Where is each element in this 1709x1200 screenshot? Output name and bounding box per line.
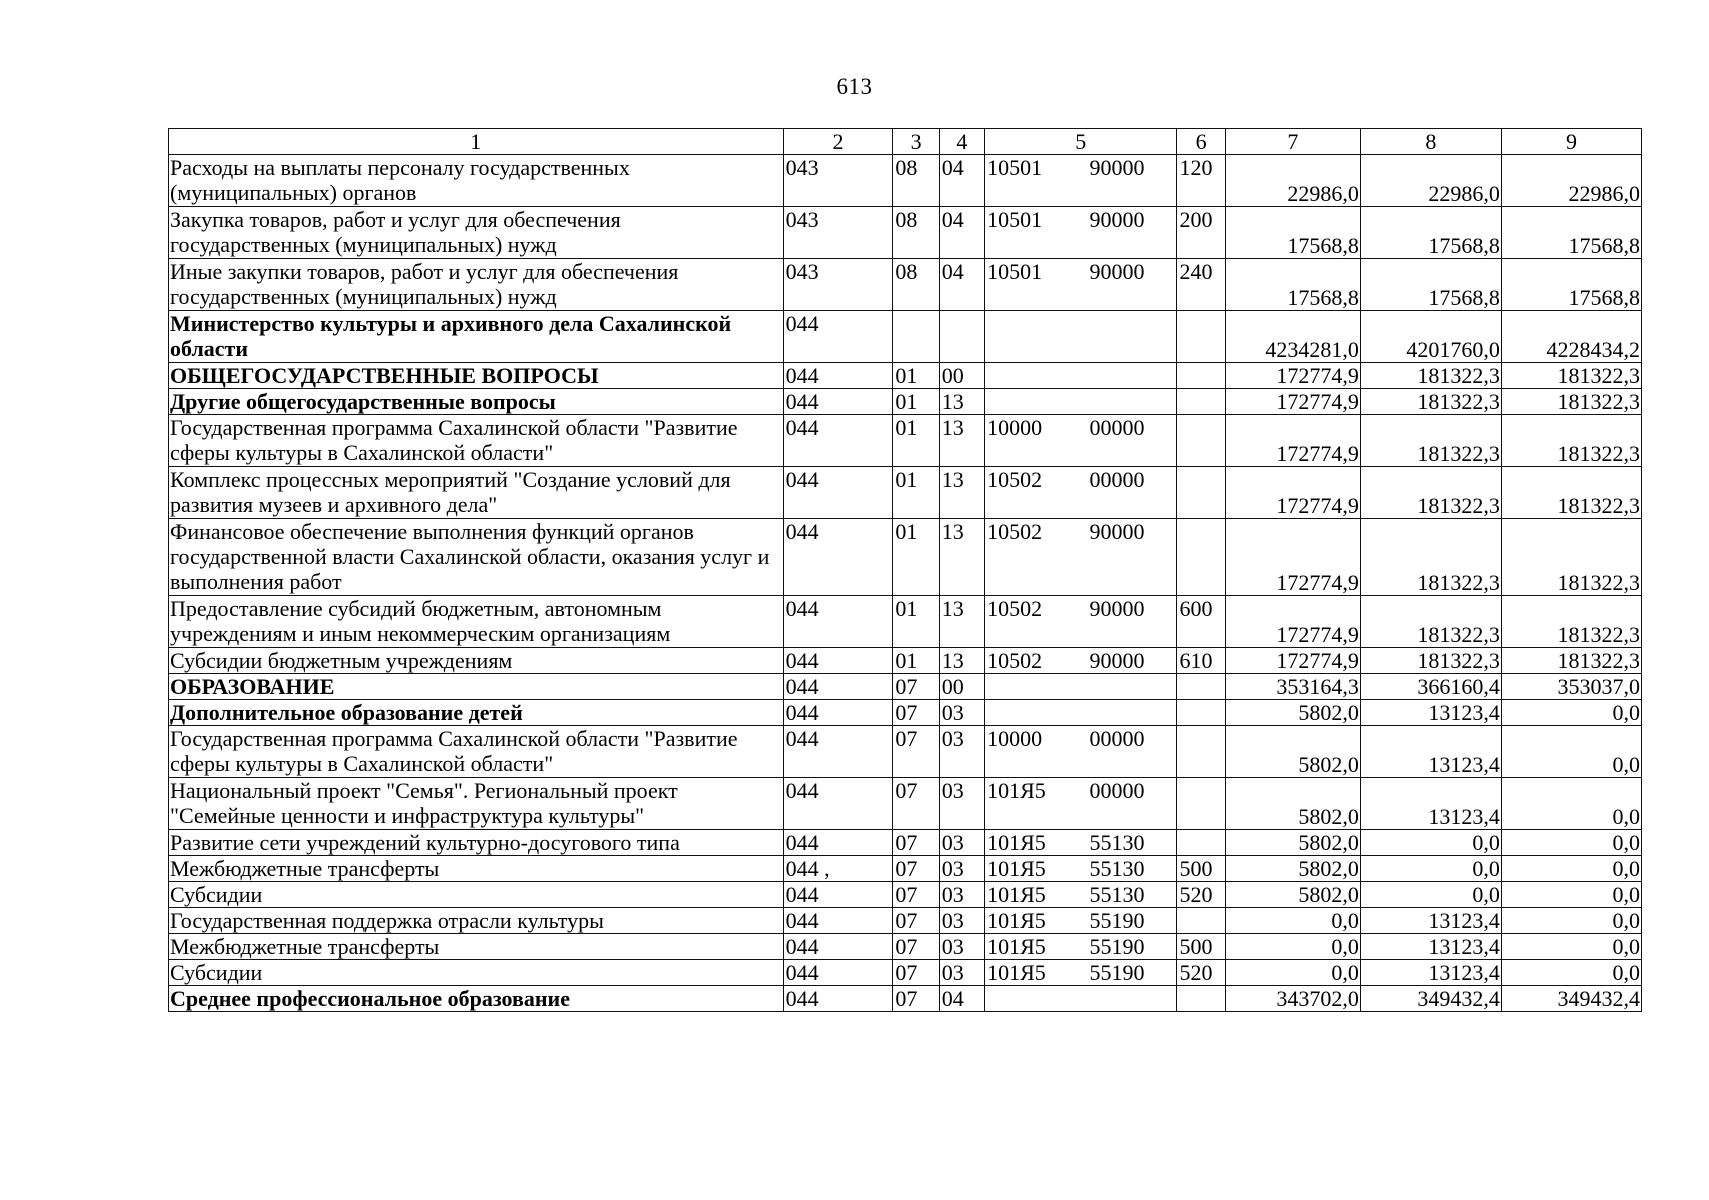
subsection-code: 03 bbox=[939, 778, 984, 830]
section-code: 07 bbox=[893, 674, 939, 700]
target-article bbox=[985, 363, 1177, 389]
target-article-parts bbox=[987, 519, 1174, 544]
subsection-code: 03 bbox=[939, 726, 984, 778]
target-article-program: 101Я5 bbox=[987, 778, 1046, 803]
target-article-direction: 90000 bbox=[1089, 155, 1145, 180]
table-row bbox=[169, 726, 1642, 778]
table-row bbox=[169, 363, 1642, 389]
row-name: Субсидии bbox=[169, 882, 784, 908]
target-article-program: 101Я5 bbox=[987, 856, 1046, 881]
target-article-direction: 55130 bbox=[1089, 856, 1145, 881]
expense-type-code bbox=[1177, 908, 1225, 934]
row-name: Субсидии bbox=[169, 960, 784, 986]
expense-type-code: 500 bbox=[1177, 934, 1225, 960]
amount-col-8: 0,0 bbox=[1360, 856, 1501, 882]
amount-col-7: 172774,9 bbox=[1225, 467, 1360, 519]
row-name: Государственная поддержка отрасли культуры bbox=[169, 908, 784, 934]
header-cell: 2 bbox=[783, 129, 893, 155]
grbs-code: 044 bbox=[783, 519, 893, 596]
target-article-program: 10502 bbox=[987, 467, 1043, 492]
amount-col-9: 181322,3 bbox=[1501, 467, 1641, 519]
target-article bbox=[985, 700, 1177, 726]
amount-col-8: 181322,3 bbox=[1360, 519, 1501, 596]
amount-col-7: 0,0 bbox=[1225, 934, 1360, 960]
expense-type-code bbox=[1177, 700, 1225, 726]
target-article-program: 10000 bbox=[987, 415, 1043, 440]
section-code: 01 bbox=[893, 519, 939, 596]
subsection-code: 03 bbox=[939, 856, 984, 882]
table-row bbox=[169, 415, 1642, 467]
grbs-code: 044 bbox=[783, 908, 893, 934]
section-code: 01 bbox=[893, 467, 939, 519]
target-article bbox=[985, 778, 1177, 830]
grbs-code: 044 bbox=[783, 648, 893, 674]
row-name: Государственная программа Сахалинской области "Развитие сферы культуры в Сахалинской области" bbox=[169, 726, 784, 778]
expense-type-code: 610 bbox=[1177, 648, 1225, 674]
section-code: 08 bbox=[893, 155, 939, 207]
grbs-code: 044 bbox=[783, 596, 893, 648]
grbs-code: 044 bbox=[783, 934, 893, 960]
expense-type-code bbox=[1177, 726, 1225, 778]
amount-col-7: 17568,8 bbox=[1225, 207, 1360, 259]
subsection-code: 04 bbox=[939, 155, 984, 207]
target-article-program: 101Я5 bbox=[987, 830, 1046, 855]
amount-col-7: 0,0 bbox=[1225, 960, 1360, 986]
grbs-code: 043 bbox=[783, 155, 893, 207]
section-code: 07 bbox=[893, 700, 939, 726]
amount-col-7: 5802,0 bbox=[1225, 726, 1360, 778]
target-article-parts bbox=[987, 856, 1174, 881]
section-code: 07 bbox=[893, 726, 939, 778]
table-row bbox=[169, 648, 1642, 674]
grbs-code: 044 bbox=[783, 311, 893, 363]
amount-col-7: 343702,0 bbox=[1225, 986, 1360, 1012]
target-article-parts bbox=[987, 726, 1174, 751]
table-row bbox=[169, 311, 1642, 363]
target-article-direction: 90000 bbox=[1089, 648, 1145, 673]
header-cell: 3 bbox=[893, 129, 939, 155]
section-code: 07 bbox=[893, 934, 939, 960]
amount-col-9: 0,0 bbox=[1501, 934, 1641, 960]
target-article-direction: 55190 bbox=[1089, 908, 1145, 933]
section-code: 08 bbox=[893, 259, 939, 311]
amount-col-7: 5802,0 bbox=[1225, 700, 1360, 726]
amount-col-9: 181322,3 bbox=[1501, 415, 1641, 467]
grbs-code: 044 bbox=[783, 415, 893, 467]
section-code: 07 bbox=[893, 856, 939, 882]
grbs-code: 044 bbox=[783, 726, 893, 778]
target-article bbox=[985, 596, 1177, 648]
expense-type-code bbox=[1177, 778, 1225, 830]
target-article bbox=[985, 674, 1177, 700]
subsection-code: 13 bbox=[939, 648, 984, 674]
subsection-code: 04 bbox=[939, 259, 984, 311]
target-article bbox=[985, 207, 1177, 259]
amount-col-9: 0,0 bbox=[1501, 908, 1641, 934]
amount-col-8: 13123,4 bbox=[1360, 778, 1501, 830]
target-article-parts bbox=[987, 908, 1174, 933]
target-article bbox=[985, 960, 1177, 986]
subsection-code: 03 bbox=[939, 934, 984, 960]
row-name: Расходы на выплаты персоналу государственных (муниципальных) органов bbox=[169, 155, 784, 207]
amount-col-8: 13123,4 bbox=[1360, 726, 1501, 778]
amount-col-7: 172774,9 bbox=[1225, 363, 1360, 389]
expense-type-code: 240 bbox=[1177, 259, 1225, 311]
table-row bbox=[169, 389, 1642, 415]
row-name: Финансовое обеспечение выполнения функций органов государственной власти Сахалинской области, оказания услуг и выполнения работ bbox=[169, 519, 784, 596]
amount-col-7: 4234281,0 bbox=[1225, 311, 1360, 363]
target-article bbox=[985, 519, 1177, 596]
amount-col-9: 181322,3 bbox=[1501, 596, 1641, 648]
amount-col-7: 5802,0 bbox=[1225, 882, 1360, 908]
expense-type-code bbox=[1177, 519, 1225, 596]
grbs-code: 044 , bbox=[783, 856, 893, 882]
subsection-code: 03 bbox=[939, 960, 984, 986]
expense-type-code: 200 bbox=[1177, 207, 1225, 259]
section-code: 01 bbox=[893, 363, 939, 389]
expense-type-code bbox=[1177, 363, 1225, 389]
amount-col-8: 181322,3 bbox=[1360, 389, 1501, 415]
amount-col-9: 353037,0 bbox=[1501, 674, 1641, 700]
expense-type-code: 600 bbox=[1177, 596, 1225, 648]
target-article-program: 10501 bbox=[987, 207, 1043, 232]
target-article bbox=[985, 882, 1177, 908]
amount-col-7: 172774,9 bbox=[1225, 415, 1360, 467]
target-article-program: 101Я5 bbox=[987, 934, 1046, 959]
table-row bbox=[169, 934, 1642, 960]
table-header-row bbox=[169, 129, 1642, 155]
header-cell: 4 bbox=[939, 129, 984, 155]
target-article-parts bbox=[987, 415, 1174, 440]
target-article-program: 10502 bbox=[987, 519, 1043, 544]
section-code: 07 bbox=[893, 960, 939, 986]
table-row bbox=[169, 986, 1642, 1012]
subsection-code: 04 bbox=[939, 986, 984, 1012]
table-row bbox=[169, 856, 1642, 882]
target-article bbox=[985, 934, 1177, 960]
table-row bbox=[169, 596, 1642, 648]
subsection-code: 00 bbox=[939, 363, 984, 389]
target-article-program: 10502 bbox=[987, 596, 1043, 621]
amount-col-7: 172774,9 bbox=[1225, 596, 1360, 648]
amount-col-7: 172774,9 bbox=[1225, 648, 1360, 674]
amount-col-9: 181322,3 bbox=[1501, 363, 1641, 389]
expense-type-code: 520 bbox=[1177, 960, 1225, 986]
row-name: Комплекс процессных мероприятий "Создание условий для развития музеев и архивного дела" bbox=[169, 467, 784, 519]
target-article bbox=[985, 648, 1177, 674]
target-article bbox=[985, 155, 1177, 207]
amount-col-8: 13123,4 bbox=[1360, 934, 1501, 960]
expense-type-code: 520 bbox=[1177, 882, 1225, 908]
section-code: 01 bbox=[893, 389, 939, 415]
amount-col-8: 181322,3 bbox=[1360, 467, 1501, 519]
table-row bbox=[169, 778, 1642, 830]
row-name: Государственная программа Сахалинской области "Развитие сферы культуры в Сахалинской области" bbox=[169, 415, 784, 467]
amount-col-7: 353164,3 bbox=[1225, 674, 1360, 700]
header-cell: 9 bbox=[1501, 129, 1641, 155]
target-article-program: 10501 bbox=[987, 259, 1043, 284]
table-body bbox=[169, 129, 1642, 1012]
amount-col-8: 349432,4 bbox=[1360, 986, 1501, 1012]
grbs-code: 044 bbox=[783, 700, 893, 726]
target-article-direction: 90000 bbox=[1089, 207, 1145, 232]
expense-type-code bbox=[1177, 415, 1225, 467]
amount-col-8: 4201760,0 bbox=[1360, 311, 1501, 363]
grbs-code: 044 bbox=[783, 960, 893, 986]
grbs-code: 044 bbox=[783, 363, 893, 389]
target-article-direction: 00000 bbox=[1089, 726, 1145, 751]
target-article bbox=[985, 830, 1177, 856]
row-name: Межбюджетные трансферты bbox=[169, 934, 784, 960]
subsection-code: 13 bbox=[939, 389, 984, 415]
target-article-parts bbox=[987, 648, 1174, 673]
row-name: Развитие сети учреждений культурно-досугового типа bbox=[169, 830, 784, 856]
amount-col-8: 22986,0 bbox=[1360, 155, 1501, 207]
table-row bbox=[169, 467, 1642, 519]
target-article bbox=[985, 415, 1177, 467]
subsection-code: 04 bbox=[939, 207, 984, 259]
row-name: Межбюджетные трансферты bbox=[169, 856, 784, 882]
amount-col-9: 181322,3 bbox=[1501, 648, 1641, 674]
table-row bbox=[169, 830, 1642, 856]
target-article-direction: 90000 bbox=[1089, 259, 1145, 284]
row-name: Субсидии бюджетным учреждениям bbox=[169, 648, 784, 674]
amount-col-8: 0,0 bbox=[1360, 830, 1501, 856]
table-row bbox=[169, 155, 1642, 207]
grbs-code: 044 bbox=[783, 389, 893, 415]
section-code: 07 bbox=[893, 986, 939, 1012]
section-code: 01 bbox=[893, 415, 939, 467]
table-row bbox=[169, 207, 1642, 259]
amount-col-7: 17568,8 bbox=[1225, 259, 1360, 311]
target-article bbox=[985, 311, 1177, 363]
expense-type-code bbox=[1177, 467, 1225, 519]
target-article-parts bbox=[987, 155, 1174, 180]
amount-col-9: 0,0 bbox=[1501, 700, 1641, 726]
target-article-direction: 00000 bbox=[1089, 467, 1145, 492]
target-article bbox=[985, 986, 1177, 1012]
amount-col-9: 17568,8 bbox=[1501, 207, 1641, 259]
row-name: Предоставление субсидий бюджетным, автономным учреждениям и иным некоммерческим организациям bbox=[169, 596, 784, 648]
table-row bbox=[169, 882, 1642, 908]
target-article-direction: 55130 bbox=[1089, 882, 1145, 907]
section-code: 01 bbox=[893, 648, 939, 674]
subsection-code: 03 bbox=[939, 700, 984, 726]
target-article-program: 101Я5 bbox=[987, 882, 1046, 907]
section-code: 08 bbox=[893, 207, 939, 259]
grbs-code: 043 bbox=[783, 259, 893, 311]
subsection-code bbox=[939, 311, 984, 363]
amount-col-9: 349432,4 bbox=[1501, 986, 1641, 1012]
amount-col-7: 0,0 bbox=[1225, 908, 1360, 934]
table-row bbox=[169, 908, 1642, 934]
amount-col-8: 17568,8 bbox=[1360, 207, 1501, 259]
header-cell: 5 bbox=[985, 129, 1177, 155]
amount-col-8: 13123,4 bbox=[1360, 908, 1501, 934]
expense-type-code bbox=[1177, 311, 1225, 363]
amount-col-7: 172774,9 bbox=[1225, 389, 1360, 415]
amount-col-9: 0,0 bbox=[1501, 960, 1641, 986]
amount-col-9: 181322,3 bbox=[1501, 519, 1641, 596]
section-code: 07 bbox=[893, 778, 939, 830]
row-name: Закупка товаров, работ и услуг для обеспечения государственных (муниципальных) нужд bbox=[169, 207, 784, 259]
table-row bbox=[169, 960, 1642, 986]
amount-col-9: 0,0 bbox=[1501, 778, 1641, 830]
target-article-parts bbox=[987, 259, 1174, 284]
section-code: 07 bbox=[893, 830, 939, 856]
amount-col-9: 0,0 bbox=[1501, 726, 1641, 778]
grbs-code: 044 bbox=[783, 986, 893, 1012]
target-article-program: 10502 bbox=[987, 648, 1043, 673]
subsection-code: 13 bbox=[939, 415, 984, 467]
target-article-parts bbox=[987, 778, 1174, 803]
expense-type-code bbox=[1177, 389, 1225, 415]
amount-col-7: 5802,0 bbox=[1225, 830, 1360, 856]
target-article-program: 10000 bbox=[987, 726, 1043, 751]
target-article-program: 101Я5 bbox=[987, 960, 1046, 985]
target-article bbox=[985, 467, 1177, 519]
amount-col-7: 22986,0 bbox=[1225, 155, 1360, 207]
amount-col-9: 4228434,2 bbox=[1501, 311, 1641, 363]
target-article-parts bbox=[987, 830, 1174, 855]
target-article bbox=[985, 908, 1177, 934]
target-article-direction: 55190 bbox=[1089, 934, 1145, 959]
expense-type-code bbox=[1177, 830, 1225, 856]
target-article bbox=[985, 726, 1177, 778]
target-article-direction: 90000 bbox=[1089, 519, 1145, 544]
row-name: Министерство культуры и архивного дела Сахалинской области bbox=[169, 311, 784, 363]
table-row bbox=[169, 700, 1642, 726]
target-article-parts bbox=[987, 467, 1174, 492]
section-code: 07 bbox=[893, 908, 939, 934]
target-article-program: 10501 bbox=[987, 155, 1043, 180]
subsection-code: 00 bbox=[939, 674, 984, 700]
target-article-direction: 55130 bbox=[1089, 830, 1145, 855]
grbs-code: 044 bbox=[783, 467, 893, 519]
expense-type-code bbox=[1177, 986, 1225, 1012]
amount-col-9: 0,0 bbox=[1501, 856, 1641, 882]
header-cell: 1 bbox=[169, 129, 784, 155]
subsection-code: 03 bbox=[939, 830, 984, 856]
subsection-code: 03 bbox=[939, 882, 984, 908]
header-cell: 6 bbox=[1177, 129, 1225, 155]
amount-col-8: 0,0 bbox=[1360, 882, 1501, 908]
budget-table bbox=[168, 128, 1642, 1012]
amount-col-9: 181322,3 bbox=[1501, 389, 1641, 415]
row-name: Иные закупки товаров, работ и услуг для обеспечения государственных (муниципальных) нужд bbox=[169, 259, 784, 311]
section-code: 07 bbox=[893, 882, 939, 908]
target-article-parts bbox=[987, 934, 1174, 959]
target-article-parts bbox=[987, 960, 1174, 985]
amount-col-9: 22986,0 bbox=[1501, 155, 1641, 207]
table-row bbox=[169, 519, 1642, 596]
amount-col-8: 181322,3 bbox=[1360, 363, 1501, 389]
amount-col-8: 181322,3 bbox=[1360, 648, 1501, 674]
amount-col-9: 17568,8 bbox=[1501, 259, 1641, 311]
grbs-code: 044 bbox=[783, 778, 893, 830]
subsection-code: 13 bbox=[939, 467, 984, 519]
section-code: 01 bbox=[893, 596, 939, 648]
amount-col-8: 13123,4 bbox=[1360, 700, 1501, 726]
target-article-program: 101Я5 bbox=[987, 908, 1046, 933]
row-name: ОБРАЗОВАНИЕ bbox=[169, 674, 784, 700]
amount-col-8: 366160,4 bbox=[1360, 674, 1501, 700]
amount-col-7: 172774,9 bbox=[1225, 519, 1360, 596]
target-article-direction: 90000 bbox=[1089, 596, 1145, 621]
expense-type-code bbox=[1177, 674, 1225, 700]
target-article-direction: 55190 bbox=[1089, 960, 1145, 985]
amount-col-9: 0,0 bbox=[1501, 830, 1641, 856]
amount-col-8: 17568,8 bbox=[1360, 259, 1501, 311]
target-article bbox=[985, 389, 1177, 415]
row-name: Национальный проект "Семья". Региональный проект "Семейные ценности и инфраструктура культуры" bbox=[169, 778, 784, 830]
expense-type-code: 500 bbox=[1177, 856, 1225, 882]
target-article-parts bbox=[987, 882, 1174, 907]
page-number: 613 bbox=[836, 74, 873, 99]
subsection-code: 13 bbox=[939, 519, 984, 596]
header-cell: 7 bbox=[1225, 129, 1360, 155]
amount-col-8: 13123,4 bbox=[1360, 960, 1501, 986]
amount-col-7: 5802,0 bbox=[1225, 778, 1360, 830]
subsection-code: 13 bbox=[939, 596, 984, 648]
amount-col-9: 0,0 bbox=[1501, 882, 1641, 908]
row-name: Среднее профессиональное образование bbox=[169, 986, 784, 1012]
table-row bbox=[169, 259, 1642, 311]
grbs-code: 044 bbox=[783, 674, 893, 700]
target-article-parts bbox=[987, 596, 1174, 621]
amount-col-8: 181322,3 bbox=[1360, 596, 1501, 648]
row-name: ОБЩЕГОСУДАРСТВЕННЫЕ ВОПРОСЫ bbox=[169, 363, 784, 389]
row-name: Дополнительное образование детей bbox=[169, 700, 784, 726]
target-article-parts bbox=[987, 207, 1174, 232]
amount-col-8: 181322,3 bbox=[1360, 415, 1501, 467]
target-article bbox=[985, 259, 1177, 311]
header-cell: 8 bbox=[1360, 129, 1501, 155]
grbs-code: 044 bbox=[783, 882, 893, 908]
amount-col-7: 5802,0 bbox=[1225, 856, 1360, 882]
subsection-code: 03 bbox=[939, 908, 984, 934]
target-article-direction: 00000 bbox=[1089, 778, 1145, 803]
table-row bbox=[169, 674, 1642, 700]
row-name: Другие общегосударственные вопросы bbox=[169, 389, 784, 415]
section-code bbox=[893, 311, 939, 363]
grbs-code: 043 bbox=[783, 207, 893, 259]
target-article bbox=[985, 856, 1177, 882]
grbs-code: 044 bbox=[783, 830, 893, 856]
expense-type-code: 120 bbox=[1177, 155, 1225, 207]
target-article-direction: 00000 bbox=[1089, 415, 1145, 440]
